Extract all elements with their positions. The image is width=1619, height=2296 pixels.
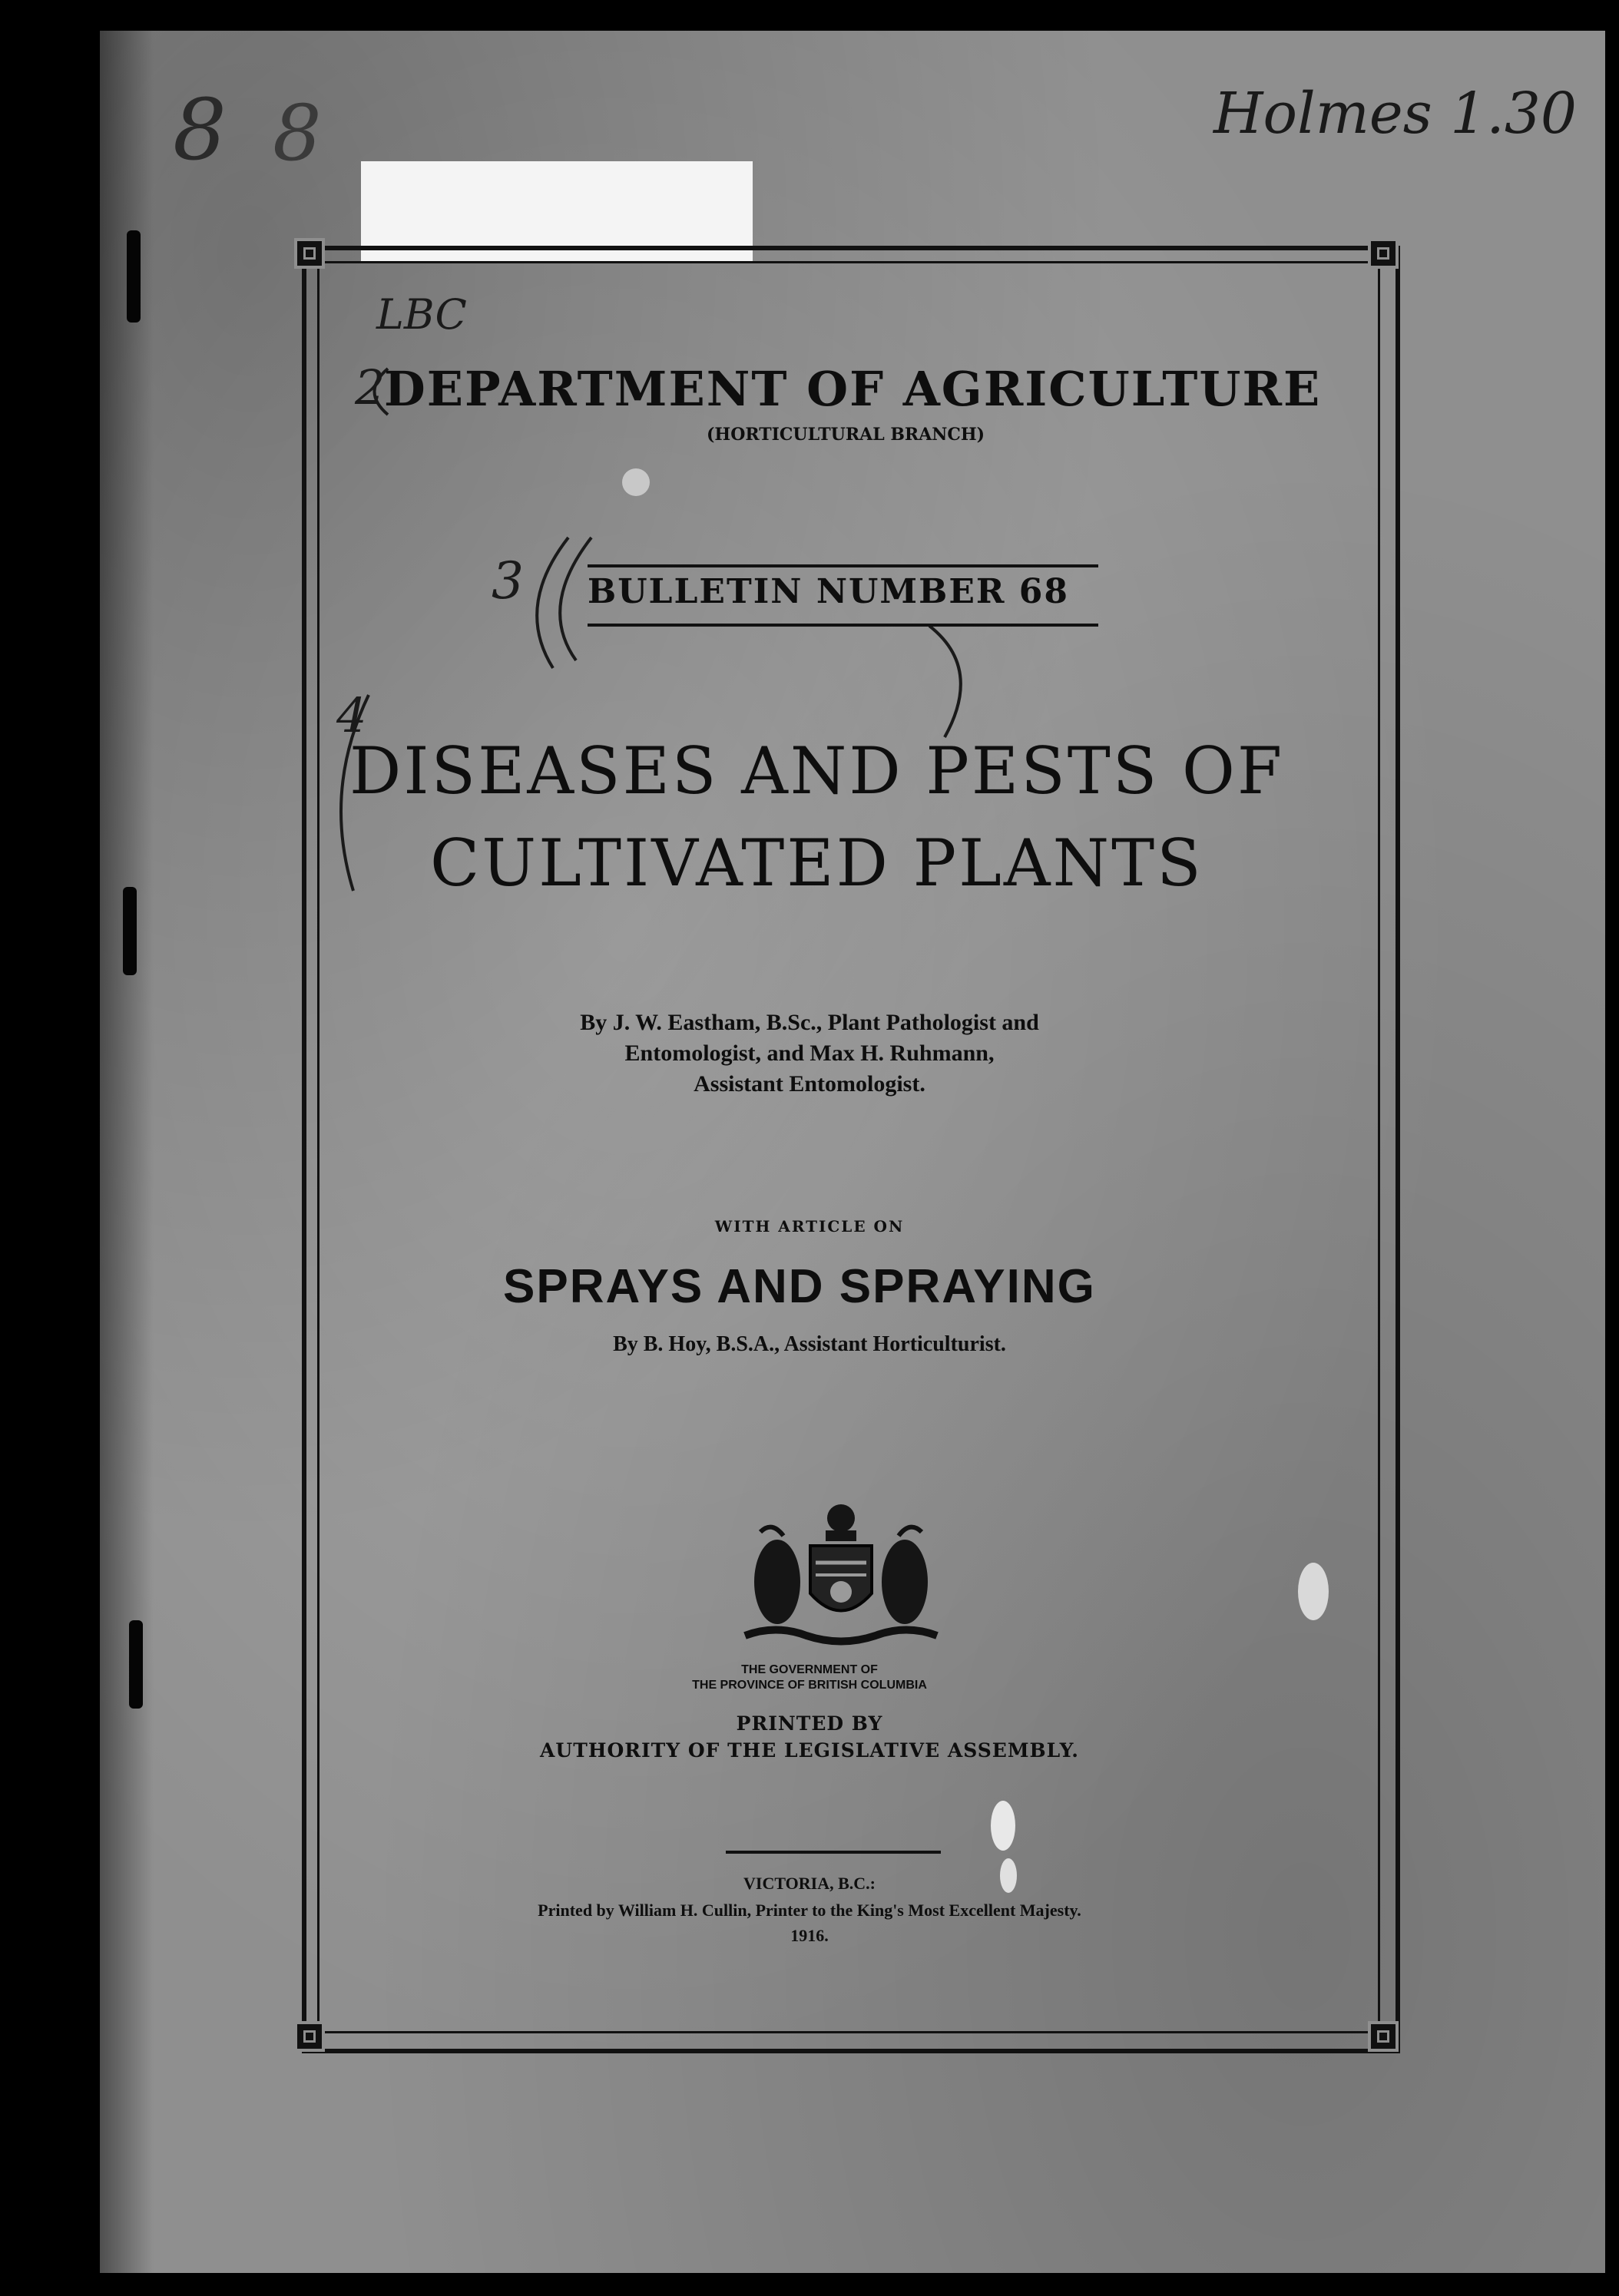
page-border-inner <box>317 261 1380 2033</box>
border-corner-ornament <box>1368 238 1399 269</box>
footer-printer: Printed by William H. Cullin, Printer to the King's Most Excellent Majesty. <box>538 1901 1081 1920</box>
handwritten-shelfmark: Holmes 1.30 <box>1213 81 1577 147</box>
bulletin-rule-top <box>588 564 1098 567</box>
paper-damage-speck <box>622 468 650 496</box>
paper-damage-speck <box>991 1801 1015 1851</box>
border-corner-ornament <box>1368 2021 1399 2052</box>
footer-place: VICTORIA, B.C.: <box>743 1874 876 1893</box>
handwritten-number-2: 2 <box>355 359 386 415</box>
handwritten-mark-top-left: 8 <box>173 81 227 179</box>
crest-caption-line-1: THE GOVERNMENT OF <box>741 1663 878 1676</box>
printed-authority: AUTHORITY OF THE LEGISLATIVE ASSEMBLY. <box>540 1739 1079 1762</box>
footer-year: 1916. <box>790 1926 829 1945</box>
authors-line-2: Entomologist, and Max H. Ruhmann, <box>624 1040 995 1066</box>
department-heading: DEPARTMENT OF AGRICULTURE <box>384 361 1322 417</box>
footer-rule <box>726 1851 941 1854</box>
article-title: SPRAYS AND SPRAYING <box>503 1260 1096 1313</box>
title-line-1: DISEASES AND PESTS OF <box>349 733 1285 809</box>
coat-of-arms-emblem <box>730 1501 952 1655</box>
crest-caption-line-2: THE PROVINCE OF BRITISH COLUMBIA <box>692 1679 927 1692</box>
paper-damage-speck <box>1298 1563 1329 1620</box>
handwritten-number-3: 3 <box>492 551 524 610</box>
title-line-2: CULTIVATED PLANTS <box>430 825 1203 901</box>
handwritten-mark-top-left-2: 8 <box>273 88 322 178</box>
article-byline: By B. Hoy, B.S.A., Assistant Horticulturist. <box>613 1332 1006 1356</box>
handwritten-lbc: LBC <box>376 290 467 339</box>
branch-subheading: (HORTICULTURAL BRANCH) <box>707 425 985 445</box>
handwritten-number-4: 4 <box>336 687 367 743</box>
border-corner-ornament <box>294 238 325 269</box>
paper-damage-speck <box>1000 1858 1017 1893</box>
bulletin-rule-bottom <box>588 624 1098 627</box>
border-corner-ornament <box>294 2021 325 2052</box>
authors-line-1: By J. W. Eastham, B.Sc., Plant Pathologist and <box>580 1010 1039 1035</box>
printed-by: PRINTED BY <box>736 1712 883 1735</box>
bulletin-number: BULLETIN NUMBER 68 <box>588 572 1069 611</box>
authors-line-3: Assistant Entomologist. <box>694 1071 925 1097</box>
article-intro: WITH ARTICLE ON <box>714 1217 905 1236</box>
